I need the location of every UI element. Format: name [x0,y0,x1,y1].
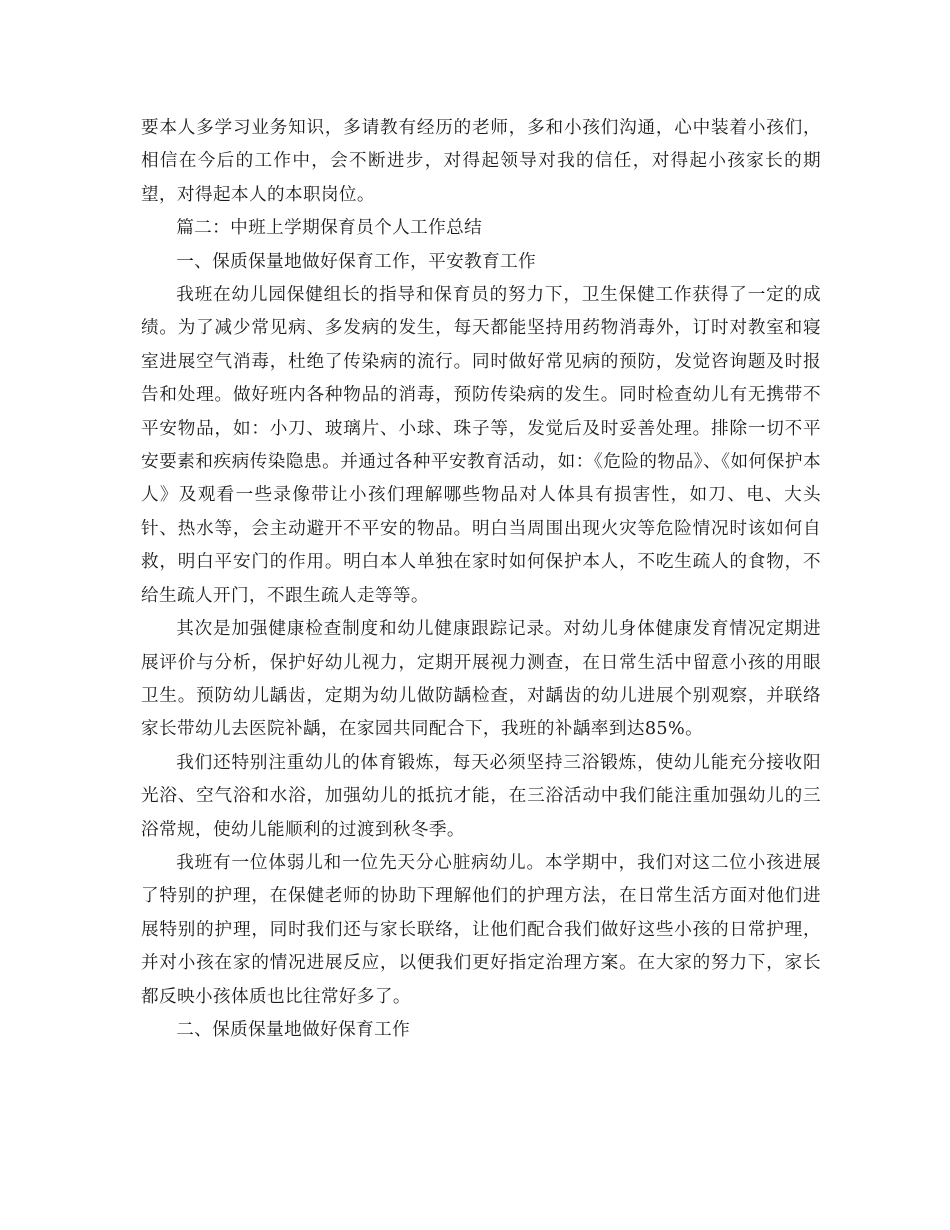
paragraph-continuation: 要本人多学习业务知识，多请教有经历的老师，多和小孩们沟通，心中装着小孩们，相信在今后的工作中，会不断进步，对得起领导对我的信任，对得起小孩家长的期望，对得起本人的本职岗位。 [141,118,821,205]
section-heading-1: 一、保质保量地做好保育工作，平安教育工作 [176,251,537,272]
document-body [141,112,821,1047]
paragraph-health-check: 其次是加强健康检查制度和幼儿健康跟踪记录。对幼儿身体健康发育情况定期进展评价与分析，保护好幼儿视力，定期开展视力测查，在日常生活中留意小孩的用眼卫生。预防幼儿龋齿，定期为幼儿做防龋检查，对龋齿的幼儿进展个别观察，并联络家长带幼儿去医院补龋，在家园共同配合下，我班的补龋率到达85%。 [141,619,821,740]
paragraph-special-care: 我班有一位体弱儿和一位先天分心脏病幼儿。本学期中，我们对这二位小孩进展了特别的护理，在保健老师的协助下理解他们的护理方法，在日常生活方面对他们进展特别的护理，同时我们还与家长联络，让他们配合我们做好这些小孩的日常护理，并对小孩在家的情况进展反应，以便我们更好指定治理方案。在大家的努力下，家长都反映小孩体质也比往常好多了。 [141,852,821,1007]
paragraph-exercise: 我们还特别注重幼儿的体育锻炼，每天必须坚持三浴锻炼，使幼儿能充分接收阳光浴、空气浴和水浴，加强幼儿的抵抗才能，在三浴活动中我们能注重加强幼儿的三浴常规，使幼儿能顺利的过渡到秋冬季。 [141,752,821,840]
section-heading-2: 二、保质保量地做好保育工作 [176,1019,411,1040]
article-title: 篇二：中班上学期保育员个人工作总结 [176,218,483,239]
paragraph-safety: 我班在幼儿园保健组长的指导和保育员的努力下，卫生保健工作获得了一定的成绩。为了减少常见病、多发病的发生，每天都能坚持用药物消毒外，订时对教室和寝室进展空气消毒，杜绝了传染病的流行。同时做好常见病的预防，发觉咨询题及时报告和处理。做好班内各种物品的消毒，预防传染病的发生。同时检查幼儿有无携带不平安物品，如：小刀、玻璃片、小球、珠子等，发觉后及时妥善处理。排除一切不平安要素和疾病传染隐患。并通过各种平安教育活动，如：《危险的物品》、《如何保护本人》及观看一些录像带让小孩们理解哪些物品对人体具有损害性，如刀、电、大头针、热水等，会主动避开不平安的物品。明白当周围出现火灾等危险情况时该如何自救，明白平安门的作用。明白本人单独在家时如何保护本人，不吃生疏人的食物，不给生疏人开门，不跟生疏人走等等。 [141,285,821,606]
